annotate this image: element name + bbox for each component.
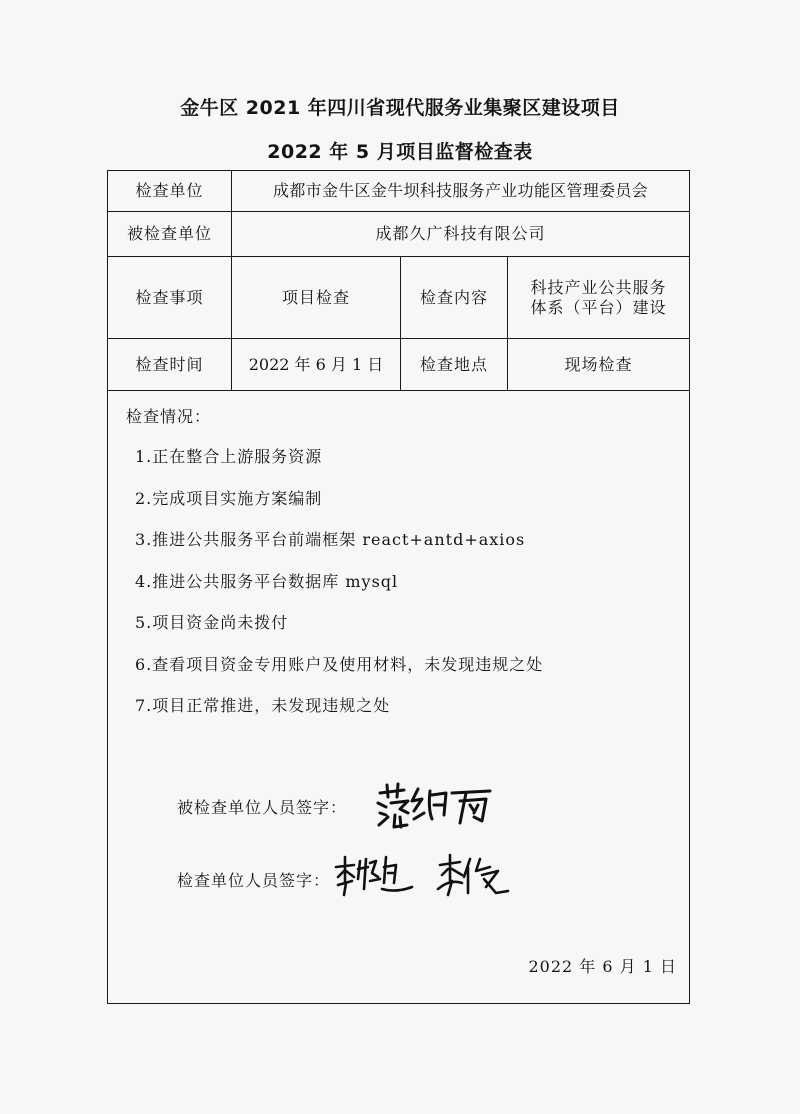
situation-item: 6.查看项目资金专用账户及使用材料，未发现违规之处: [135, 654, 544, 674]
inspector-handwritten-signature-2: [434, 849, 514, 899]
content-value-line2: 体系（平台）建设: [530, 297, 667, 317]
inspecting-unit-value: 成都市金牛区金牛坝科技服务产业功能区管理委员会: [232, 171, 690, 212]
situation-list: [135, 447, 543, 738]
row-inspecting-unit: [108, 171, 690, 212]
time-label: 检查时间: [108, 339, 232, 391]
inspected-signature-label: 被检查单位人员签字：: [177, 798, 348, 817]
time-value: 2022 年 6 月 1 日: [232, 339, 401, 391]
content-value-line1: 科技产业公共服务: [530, 277, 667, 297]
situation-item: 7.项目正常推进，未发现违规之处: [135, 696, 391, 715]
document-title-line2: 2022 年 5 月项目监督检查表: [267, 141, 533, 163]
inspector-handwritten-signature-1: [332, 849, 416, 901]
situation-title: 检查情况：: [126, 407, 212, 426]
inspected-unit-label: 被检查单位: [108, 212, 232, 257]
situation-item: 4.推进公共服务平台数据库 mysql: [135, 571, 399, 591]
situation-item: 1.正在整合上游服务资源: [135, 447, 323, 466]
content-label: 检查内容: [401, 257, 508, 339]
inspector-signature-label: 检查单位人员签字：: [177, 871, 331, 890]
location-label: 检查地点: [401, 339, 508, 391]
inspecting-unit-label: 检查单位: [108, 171, 232, 212]
row-inspection-item: [108, 257, 690, 339]
item-label: 检查事项: [108, 257, 232, 339]
situation-item: 5.项目资金尚未拨付: [135, 613, 289, 632]
row-inspected-unit: [108, 212, 690, 257]
document-date: 2022 年 6 月 1 日: [528, 957, 678, 976]
item-value: 项目检查: [232, 257, 401, 339]
inspected-unit-value: 成都久广科技有限公司: [232, 212, 690, 257]
content-value: [508, 257, 690, 339]
situation-cell: [108, 391, 690, 1004]
row-inspection-situation: [108, 391, 690, 1004]
location-value: 现场检查: [508, 339, 690, 391]
inspected-handwritten-signature: [374, 779, 494, 831]
situation-item: 2.完成项目实施方案编制: [135, 488, 323, 508]
inspection-table: [107, 170, 690, 1004]
document-title-line1: 金牛区 2021 年四川省现代服务业集聚区建设项目: [180, 97, 620, 119]
row-inspection-time: [108, 339, 690, 391]
situation-item: 3.推进公共服务平台前端框架 react+antd+axios: [135, 530, 526, 549]
